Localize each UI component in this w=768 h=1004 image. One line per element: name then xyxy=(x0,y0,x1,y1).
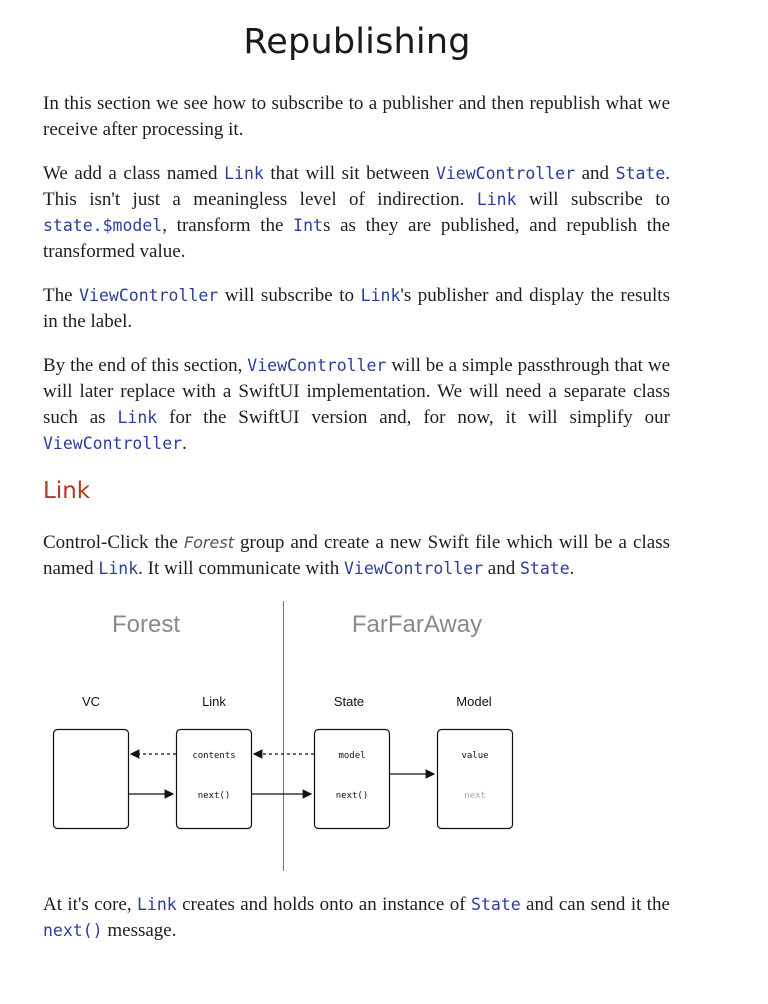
text: . It will communicate with xyxy=(138,558,344,579)
text: and xyxy=(575,163,616,184)
column-label-vc: VC xyxy=(81,694,101,709)
text: s as they are published, and republish the transformed value. xyxy=(43,215,670,262)
text: At it's core, xyxy=(43,894,137,915)
code-link: Link xyxy=(117,408,158,427)
model-next-label: next xyxy=(464,791,486,801)
text: . xyxy=(182,433,187,454)
code-viewcontroller: ViewController xyxy=(79,286,219,305)
text: message. xyxy=(102,920,177,941)
text: and xyxy=(483,558,520,579)
text: will subscribe to xyxy=(218,285,361,306)
code-viewcontroller: ViewController xyxy=(43,434,183,453)
paragraph-viewcontroller xyxy=(43,283,670,335)
architecture-diagram xyxy=(0,596,768,876)
text: The xyxy=(43,285,80,306)
code-link: Link xyxy=(476,190,517,209)
text: . xyxy=(569,558,575,579)
paragraph-core xyxy=(43,892,670,944)
code-link: Link xyxy=(98,559,139,578)
text: 's publisher and display the results in the label. xyxy=(43,285,670,332)
code-link: Link xyxy=(224,164,264,183)
text: Control-Click the xyxy=(43,532,184,553)
code-viewcontroller: ViewController xyxy=(343,559,484,578)
code-link: Link xyxy=(360,286,401,305)
code-state: State xyxy=(615,164,666,183)
state-next-label: next() xyxy=(335,791,369,801)
group-label-forest: Forest xyxy=(111,611,181,638)
text: , transform the xyxy=(162,215,294,236)
state-model-label: model xyxy=(338,751,366,761)
text: that will sit between xyxy=(263,163,436,184)
text: group and create a new Swift file which will be a class named xyxy=(43,532,670,579)
text: and can send it the xyxy=(520,894,670,915)
paragraph-create-file xyxy=(43,530,670,582)
link-next-label: next() xyxy=(197,791,231,801)
code-viewcontroller: ViewController xyxy=(247,356,387,375)
paragraph-passthrough xyxy=(43,353,670,457)
column-label-state: State xyxy=(333,694,365,709)
text: will subscribe to xyxy=(516,189,670,210)
box-state xyxy=(315,730,390,829)
code-viewcontroller: ViewController xyxy=(435,164,576,183)
box-link xyxy=(177,730,252,829)
box-model xyxy=(438,730,513,829)
model-value-label: value xyxy=(461,751,489,761)
paragraph-link-class xyxy=(43,161,670,265)
code-state: State xyxy=(470,895,521,914)
text: . This isn't just a meaningless level of indirection. xyxy=(43,163,670,210)
text: for the SwiftUI version and, for now, it will simplify our xyxy=(157,407,671,428)
code-link: Link xyxy=(136,895,177,914)
code-next: next() xyxy=(43,921,103,940)
text: We add a class named xyxy=(43,163,225,184)
paragraph-intro xyxy=(43,91,670,143)
code-int: Int xyxy=(293,216,323,235)
text: creates and holds onto an instance of xyxy=(176,894,471,915)
italic-forest: Forest xyxy=(183,533,234,552)
section-heading: Link xyxy=(43,478,91,504)
code-state-model: state.$model xyxy=(43,216,163,235)
box-vc xyxy=(54,730,129,829)
page-title: Republishing xyxy=(243,22,471,62)
link-contents-label: contents xyxy=(192,751,236,761)
code-state: State xyxy=(519,559,570,578)
column-label-model: Model xyxy=(456,694,492,709)
column-label-link: Link xyxy=(202,694,226,709)
text: will be a simple passthrough that we will later replace with a SwiftUI implementation. We will need a separate class such as xyxy=(43,355,670,428)
group-label-farfaraway: FarFarAway xyxy=(351,611,483,638)
text: In this section we see how to subscribe to a publisher and then republish what we receive after processing it. xyxy=(43,93,670,140)
text: By the end of this section, xyxy=(43,355,248,376)
